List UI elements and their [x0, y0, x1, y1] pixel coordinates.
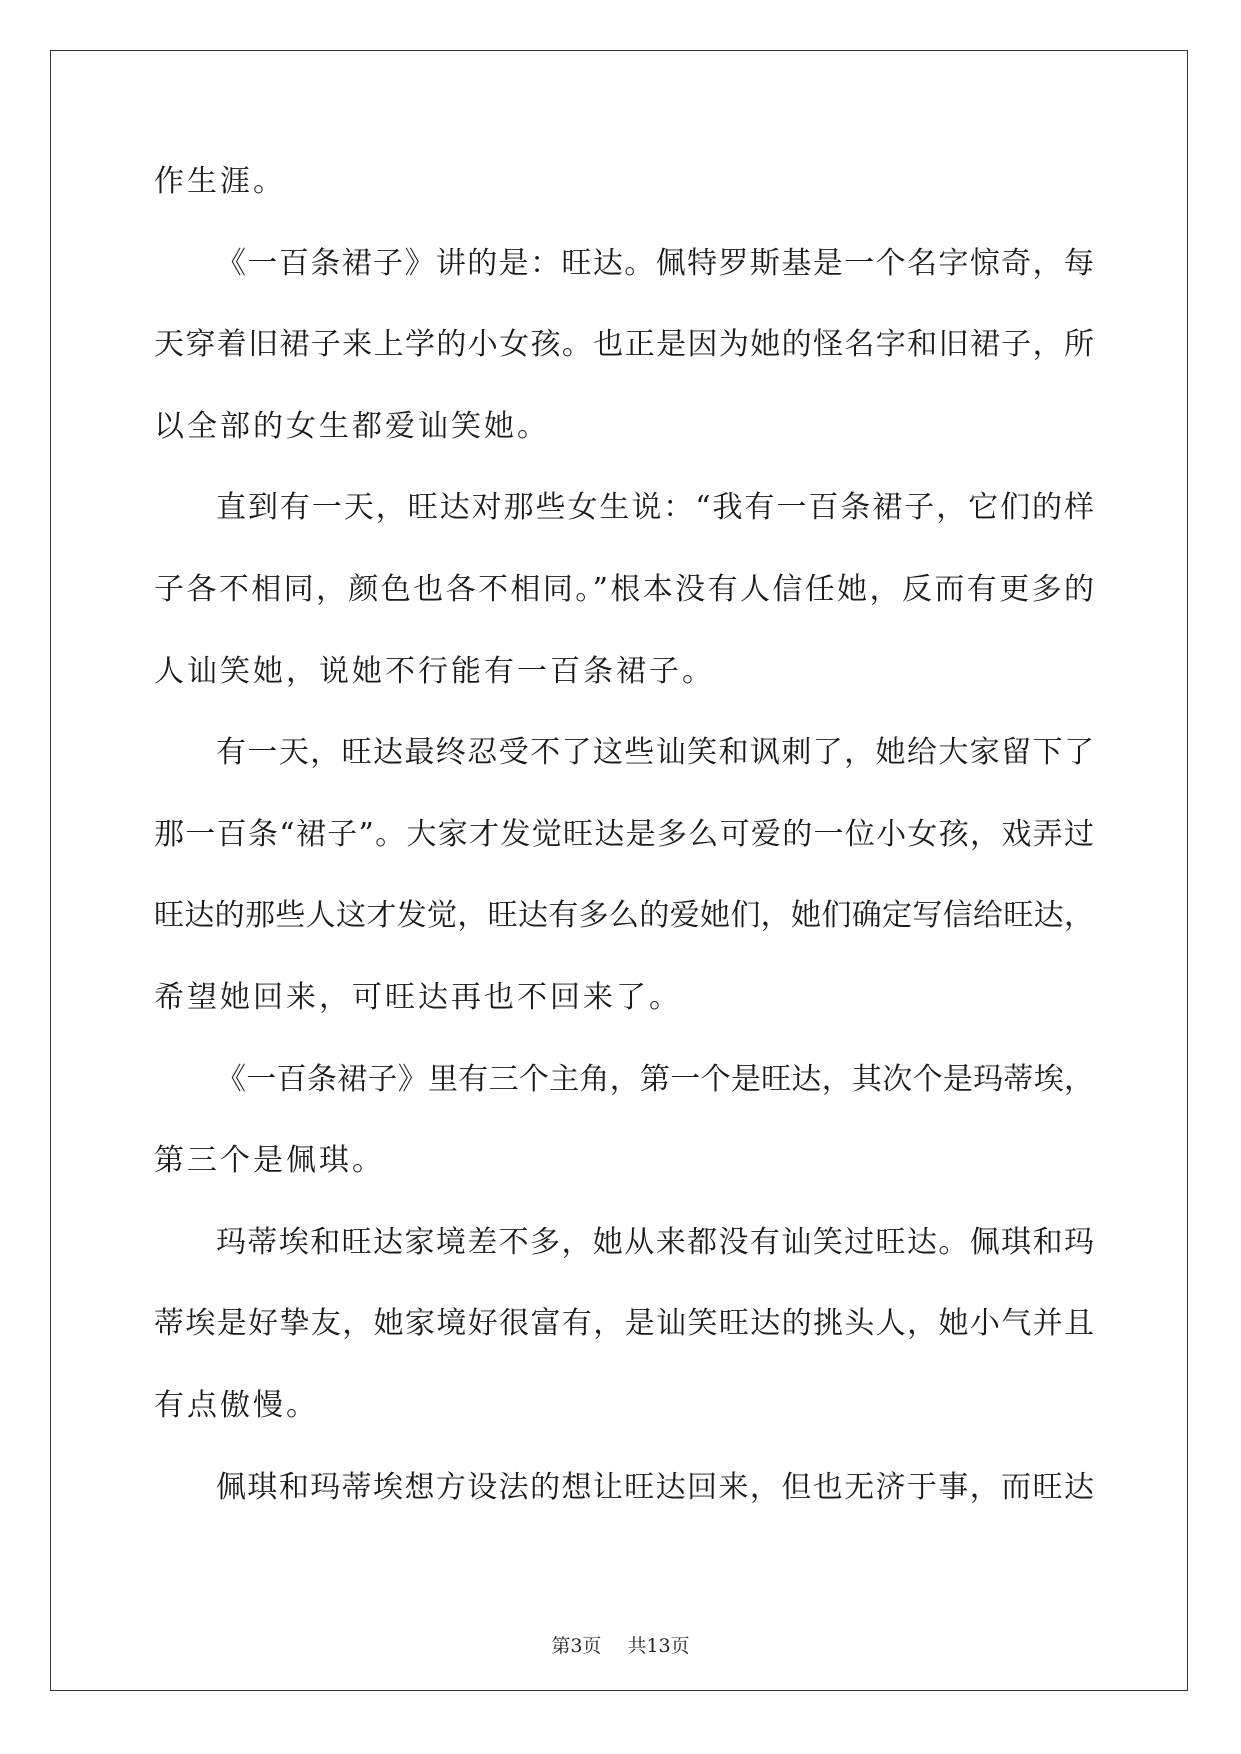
text-line-8: 有一天，旺达最终忍受不了这些讪笑和讽刺了，她给大家留下了 [216, 735, 1094, 771]
text-line-2: 《一百条裙子》讲的是：旺达。佩特罗斯基是一个名字惊奇，每 [216, 245, 1094, 281]
page-footer [0, 1634, 1241, 1658]
text-line-13: 第三个是佩琪。 [154, 1143, 385, 1179]
text-line-17: 佩琪和玛蒂埃想方设法的想让旺达回来，但也无济于事，而旺达 [216, 1469, 1094, 1505]
text-line-1: 作生涯。 [154, 164, 286, 199]
page-border [50, 50, 1188, 1691]
text-line-7: 人讪笑她，说她不行能有一百条裙子。 [154, 653, 715, 689]
page-number: 第3页 [551, 1635, 602, 1657]
text-line-15: 蒂埃是好挚友，她家境好很富有，是讪笑旺达的挑头人，她小气并且 [154, 1306, 1094, 1342]
text-line-6: 子各不相同，颜色也各不相同。”根本没有人信任她，反而有更多的 [154, 572, 1094, 607]
page-total: 共13页 [627, 1635, 690, 1657]
text-line-14: 玛蒂埃和旺达家境差不多，她从来都没有讪笑过旺达。佩琪和玛 [216, 1224, 1094, 1260]
text-line-3: 天穿着旧裙子来上学的小女孩。也正是因为她的怪名字和旧裙子，所 [154, 327, 1094, 363]
text-line-4: 以全部的女生都爱讪笑她。 [154, 408, 550, 444]
text-line-5: 直到有一天，旺达对那些女生说：“我有一百条裙子，它们的样 [216, 490, 1094, 526]
text-line-16: 有点傲慢。 [154, 1388, 319, 1423]
text-line-11: 希望她回来，可旺达再也不回来了。 [154, 980, 682, 1015]
text-line-10: 旺达的那些人这才发觉，旺达有多么的爱她们，她们确定写信给旺达， [154, 898, 1094, 934]
text-line-12: 《一百条裙子》里有三个主角，第一个是旺达，其次个是玛蒂埃， [216, 1061, 1094, 1097]
text-line-9: 那一百条“裙子”。大家才发觉旺达是多么可爱的一位小女孩，戏弄过 [154, 816, 1094, 852]
